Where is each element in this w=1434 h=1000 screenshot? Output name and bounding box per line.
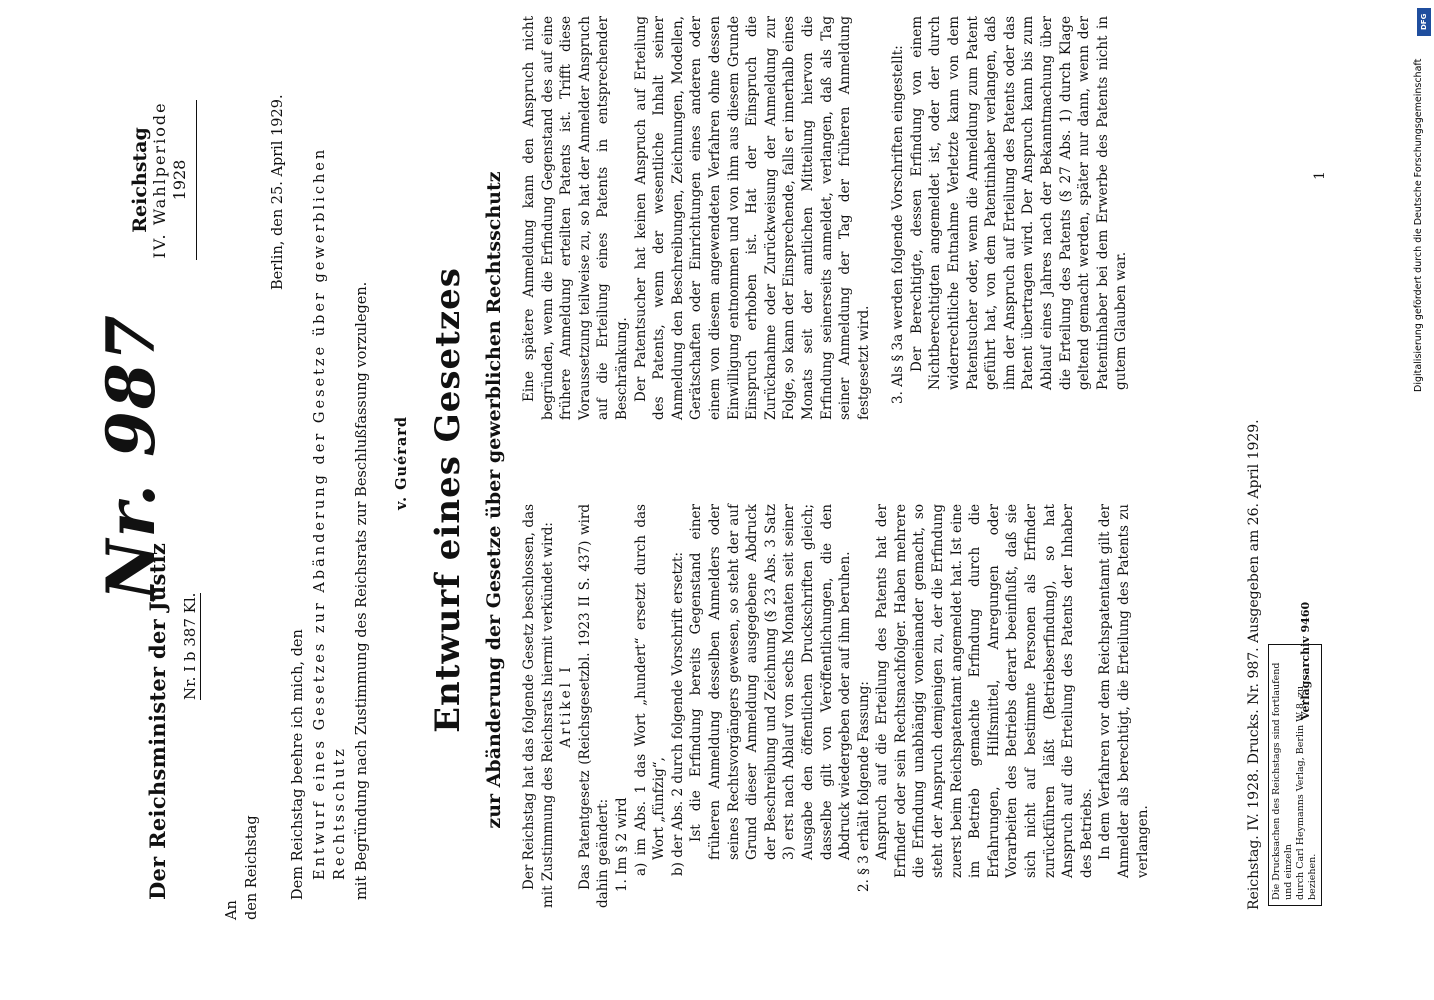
bill-subtitle: zur Abänderung der Gesetze über gewerblichen Rechtsschutz (483, 171, 505, 829)
item-1a: a) im Abs. 1 das Wort „hundert“ ersetzt durch das Wort „fünfzig“, (632, 504, 668, 876)
item-1: 1. Im § 2 wird (613, 797, 630, 892)
text-column-2 (520, 16, 1131, 420)
enacting-clause: Der Reichstag hat das folgende Gesetz beschlossen, das mit Zustimmung des Reichsrats hiermit verkündet wird: (521, 504, 556, 908)
footer-line: Reichstag. IV. 1928. Drucks. Nr. 987. Ausgegeben am 26. April 1929. (1246, 419, 1262, 910)
item-1b: b) der Abs. 2 durch folgende Vorschrift ersetzt: (669, 551, 686, 876)
wahlperiode-label: IV. Wahlperiode (150, 101, 169, 259)
letter-intro: Dem Reichstag beehre ich mich, den (290, 629, 306, 900)
addressee-line1: An (224, 900, 240, 920)
funding-note: Digitalisierung gefördert durch die Deutsche Forschungsgemeinschaft (1413, 58, 1424, 392)
document-number: Nr. 987 (92, 313, 170, 600)
item-3: 3. Als § 3a werden folgende Vorschriften eingestellt: (890, 45, 907, 404)
col2-paragraph-2: Der Patentsucher hat keinen Anspruch auf Erteilung des Patents, wenn der wesentliche Inhalt seiner Anmeldung den Beschreibungen, Zeichnungen, Modellen, Gerätschaften oder Einrichtungen eines anderen oder einem von diesem angewendeten Verfahren ohne dessen Einwilligung entnommen und von ihm aus diesem Grunde Einspruch erhoben ist. Hat der Einspruch die Zurücknahme oder Zurückweisung der Anmeldung zur Folge, so kann der Einsprechende, falls er innerhalb eines Monats seit der amtlichen Mitteilung hiervon die Erfindung seinerseits anmeldet, verlangen, daß als Tag seiner Anmeldung der Tag der früheren Anmeldung festgesetzt wird. (632, 16, 872, 420)
reference-number-text: Nr. I b 387 Kl. (181, 592, 199, 700)
text-column-1 (520, 504, 1152, 908)
reference-number (180, 593, 200, 700)
reichstag-label: Reichstag (129, 127, 151, 233)
addressee-line2: den Reichstag (244, 815, 260, 920)
bill-title: Entwurf eines Gesetzes (428, 267, 468, 733)
draft-title-spaced: Entwurf eines Gesetzes zur Abänderung der Gesetze über gewerblichen (312, 146, 328, 880)
draft-title-spaced-2: Rechtsschutz (332, 746, 348, 880)
signature: v. Guérard (393, 415, 410, 510)
archive-number: Verlagsarchiv 9460 (1299, 601, 1312, 720)
article-heading: Artikel I (558, 664, 575, 748)
reichstag-block (130, 85, 190, 275)
publisher-line2: durch Carl Heymanns Verlag, Berlin W 8, zu beziehen. (1295, 685, 1318, 900)
patent-law-intro: Das Patentgesetz (Reichsgesetzbl. 1923 II S. 437) wird dahin geändert: (576, 504, 612, 908)
item-2: 2. § 3 erhält folgende Fassung: (855, 681, 872, 892)
item-3-text: Der Berechtigte, dessen Erfindung von einem Nichtberechtigten angemeldet ist, oder der durch widerrechtliche Entnahme Verletzte kann von dem Patentsucher oder, wenn die Anmeldung zum Patent geführt hat, von dem Patentinhaber verlangen, daß ihm der Anspruch auf Erteilung des Patents oder das Patent übertragen wird. Der Anspruch kann bis zum Ablauf eines Jahres nach der Bekanntmachung über die Erteilung des Patents (§ 27 Abs. 1) durch Klage geltend gemacht werden, später nur dann, wenn der Patentinhaber bei dem Erwerbe des Patents nicht in gutem Glauben war. (908, 16, 1130, 390)
ministry-heading: Der Reichsminister der Justiz (145, 542, 170, 900)
item-2-text-1: Anspruch auf die Erteilung des Patents hat der Erfinder oder sein Rechtsnachfolger. Haben mehrere die Erfindung unabhängig voneinander gemacht, so steht der Anspruch demjenigen zu, der die Erfindung zuerst beim Reichspatentamt angemeldet hat. Ist eine im Betrieb gemachte Erfindung durch die Erfahrungen, Hilfsmittel, Anregungen oder Vorarbeiten des Betriebs derart beeinflußt, daß sie sich nicht auf bestimmte Personen als Erfinder zurückführen läßt (Betriebserfindung), so hat Anspruch auf die Erteilung des Patents der Inhaber des Betriebs. (874, 504, 1095, 878)
side-strip (1400, 0, 1434, 1000)
item-2-text-2: In dem Verfahren vor dem Reichspatentamt gilt der Anmelder als berechtigt, die Erteilung des Patents zu verlangen. (1097, 504, 1151, 878)
letter-closing: mit Begründung nach Zustimmung des Reichsrats zur Beschlußfassung vorzulegen. (354, 281, 370, 900)
header-rule (196, 100, 197, 260)
publisher-line1: Die Drucksachen des Reichstags sind fortlaufend und einzeln (1271, 662, 1294, 900)
item-1b-text: Ist die Erfindung bereits Gegenstand einer früheren Anmeldung desselben Anmelders oder seines Rechtsvorgängers gewesen, so steht der auf Grund dieser Anmeldung ausgegebene Abdruck der Beschreibung und Zeichnung (§ 23 Abs. 3 Satz 3) erst nach Ablauf von sechs Monaten seit seiner Ausgabe den öffentlichen Druckschriften gleich; dasselbe gilt von Veröffentlichungen, die den Abdruck wiedergeben oder auf ihm beruhen. (688, 504, 854, 860)
dfg-logo: DFG (1417, 8, 1431, 36)
year-label: 1928 (170, 159, 189, 201)
letter-date: Berlin, den 25. April 1929. (270, 94, 286, 290)
col2-paragraph-1: Eine spätere Anmeldung kann den Anspruch nicht begründen, wenn die Erfindung Gegenstand des auf eine frühere Anmeldung erteilten Patents ist. Trifft diese Voraussetzung teilweise zu, so hat der Anmelder Anspruch auf die Erteilung eines Patents in entsprechender Beschränkung. (521, 16, 630, 420)
page-number: 1 (1312, 171, 1328, 180)
